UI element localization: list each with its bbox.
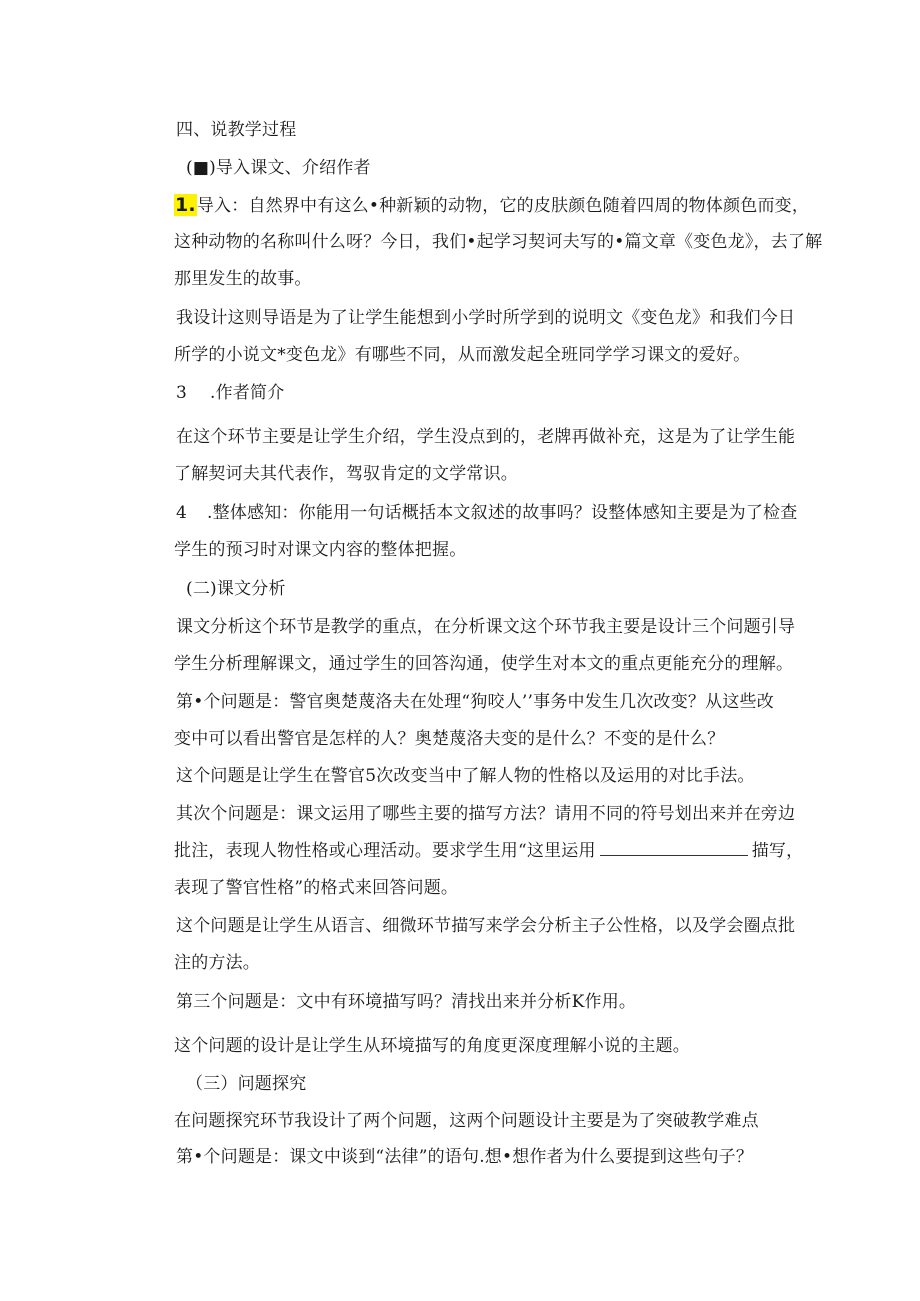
- item-1-line-1: [174, 194, 809, 217]
- question-1-line-1: 第•个问题是：警官奥楚蔑洛夫在处理“狗咬人’’事务中发生几次改变？从这些改: [176, 692, 774, 712]
- question-2-note-line-1: 这个问题是让学生从语言、细微环节描写来学会分析主子公性格，以及学会圈点批: [176, 916, 796, 936]
- question-2-line-2-end: 描写，: [751, 841, 804, 861]
- inquiry-para: 在问题探究环节我设计了两个问题，这两个问题设计主要是为了突破教学难点: [174, 1111, 759, 1131]
- subsection-heading-3: （三）问题探究: [186, 1074, 307, 1094]
- analysis-para-line-1: 课文分析这个环节是教学的重点，在分析课文这个环节我主要是设计三个问题引导: [176, 617, 796, 637]
- question-2-line-2-start: 批注，表现人物性格或心理活动。要求学生用“这里运用: [174, 841, 596, 861]
- item-1-text: 导入：自然界中有这么•种新颖的动物，它的皮肤颜色随着四周的物体颜色而变，: [196, 196, 810, 216]
- analysis-para-line-2: 学生分析理解课文，通过学生的回答沟通，使学生对本文的重点更能充分的理解。: [174, 654, 794, 674]
- question-1-note: 这个问题是让学生在警官5次改变当中了解人物的性格以及运用的对比手法。: [176, 766, 755, 786]
- question-2-line-1: 其次个问题是：课文运用了哪些主要的描写方法？请用不同的符号划出来并在旁边: [176, 804, 796, 824]
- question-2-note-line-2: 注的方法。: [174, 953, 260, 973]
- paragraph-1-line-1: 我设计这则导语是为了让学生能想到小学时所学到的说明文《变色龙》和我们今日: [176, 308, 796, 328]
- question-3-note: 这个问题的设计是让学生从环境描写的角度更深度理解小说的主题。: [174, 1036, 690, 1056]
- question-2-line-3: 表现了警官性格”的格式来回答问题。: [174, 878, 459, 898]
- item-4-number: 4: [176, 503, 188, 523]
- item-4-line-2: 学生的预习时对课文内容的整体把握。: [174, 540, 467, 560]
- item-3-text: .作者简介: [210, 383, 285, 403]
- answer-blank: [600, 841, 748, 856]
- section-title: 四、说教学过程: [176, 120, 297, 140]
- subsection-heading-1: (■)导入课文、介绍作者: [186, 158, 371, 178]
- item-4-line-1: [176, 502, 797, 524]
- paragraph-1-line-2: 所学的小说文*变色龙》有哪些不同，从而激发起全班同学学习课文的爱好。: [174, 345, 751, 365]
- item-1-line-2: 这种动物的名称叫什么呀？今日，我们•起学习契诃夫写的•篇文章《变色龙》，去了解: [174, 232, 823, 252]
- subsection-heading-2: (二)课文分析: [186, 579, 286, 599]
- paragraph-2-line-1: 在这个环节主要是让学生介绍，学生没点到的，老牌再做补充，这是为了让学生能: [176, 427, 796, 447]
- item-1-line-3: 那里发生的故事。: [174, 269, 312, 289]
- inquiry-question-1: 第•个问题是：课文中谈到“法律”的语句.想•想作者为什么要提到这些句子？: [176, 1147, 754, 1167]
- question-3: 第三个问题是：文中有环境描写吗？清找出来并分析K作用。: [176, 992, 637, 1012]
- item-4-text: .整体感知：你能用一句话概括本文叙述的故事吗？设整体感知主要是为了检查: [207, 503, 798, 523]
- item-3-number: 3: [176, 383, 188, 403]
- question-2-line-2: [174, 840, 803, 862]
- question-1-line-2: 变中可以看出警官是怎样的人？奥楚蔑洛夫变的是什么？不变的是什么？: [174, 729, 725, 749]
- paragraph-2-line-2: 了解契诃夫其代表作，驾驭肯定的文学常识。: [174, 464, 518, 484]
- item-1-number: 1.: [175, 194, 196, 216]
